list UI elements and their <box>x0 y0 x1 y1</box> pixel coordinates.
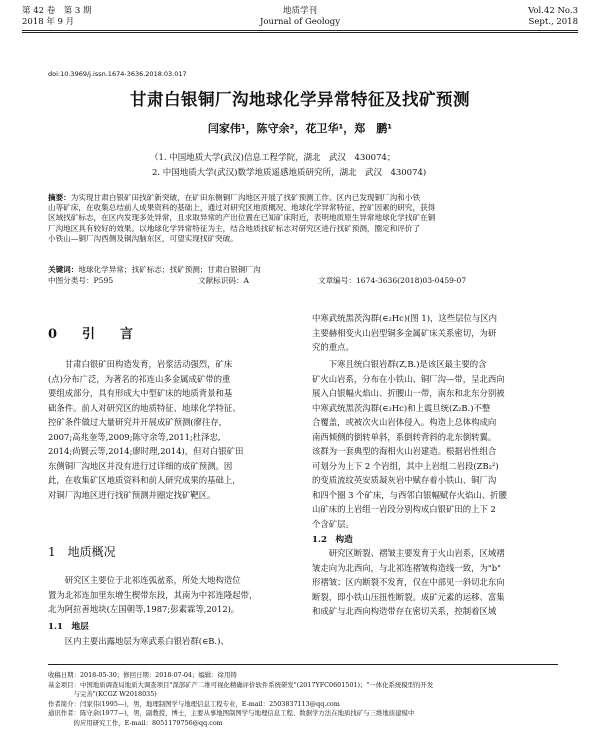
issue-date-en: Sept., 2018 <box>528 17 578 27</box>
body-line: 2007;高兆奎等,2009;陈守余等,2011;杜泽忠, <box>48 431 221 442</box>
keywords <box>48 265 554 275</box>
abstract-line: 区域找矿标志，在区内发现多处异常，且求取异常的产出位置在已知矿床附近，表明地质原生异常地球化学找矿在铜 <box>48 213 436 223</box>
document-code: 文献标识码：A <box>198 276 250 285</box>
right-column-text-b <box>312 357 564 531</box>
journal-name-en: Journal of Geology <box>259 17 340 27</box>
running-header-left <box>22 6 132 28</box>
footnote-corresponding: 通讯作者：陈守余(1977—)，男，副教授，博士，主要从事地图制图学与地理信息工程、数据学方法在地质找矿与三维地质建模中 <box>48 709 415 718</box>
body-line: 中寒武统黑茨沟群(∈₂Hc)(图 1)，这些层位与区内 <box>312 313 497 323</box>
header-rule-bottom <box>22 32 578 33</box>
body-line: 此，在收集矿区地质资料和前人研究成果的基础上， <box>48 475 241 485</box>
abstract-line: 厂沟地区具有较好的效果。以地球化学异常特征为主，结合地质找矿标志对研究区进行找矿预测，圈定和评价了 <box>48 223 421 233</box>
keywords-label: 关键词： <box>48 265 79 274</box>
keywords-text: 地球化学异常；找矿标志；找矿预测；甘肃白银铜厂沟 <box>78 265 261 274</box>
body-line: 断裂，即小铁山压扭性断裂。成矿元素的运移、富集 <box>312 591 505 602</box>
header-rule-top <box>22 30 578 31</box>
abstract-line: 小铁山—铜厂沟西侧及铜沟脑东区，可望实现找矿突破。 <box>48 233 238 243</box>
body-line: 南西倾侧的倒转单斜，系倒转背斜的北东倒转翼。 <box>312 431 497 442</box>
classification-line <box>48 276 554 286</box>
body-line: 的变质流纹英安质凝灰岩中赋存着小铁山、铜厂沟 <box>312 475 497 485</box>
body-line: 础条件。前人对研究区的地质特征、地球化学特征、 <box>48 402 241 413</box>
journal-name-cn: 地质学刊 <box>282 6 317 16</box>
volume-issue: 第 42 卷 第 3 期 <box>22 6 92 16</box>
body-line: 矿火山岩系，分布在小铁山、铜厂沟—带，呈北西向 <box>312 373 505 384</box>
footnotes <box>48 671 558 729</box>
paper-title: 甘肃白银铜厂沟地球化学异常特征及找矿预测 <box>130 90 470 109</box>
body-line: 东侧铜厂沟地区并没有进行过详细的成矿预测。因 <box>48 460 233 471</box>
body-line: 和成矿与北西向构造带存在密切关系，控制着区域 <box>312 606 497 616</box>
strata-body <box>48 634 300 649</box>
body-line: 皱走向为北西向，与北祁连褶皱构造线一致，为"b" <box>312 562 501 573</box>
body-line: 和四个圈 3 个矿床，与西邻白银幅赋存火焰山、折腰 <box>312 489 507 500</box>
footnote-received: 收稿日期：2018-05-30；修回日期：2018-07-04；编辑：徐用铸 <box>48 671 237 679</box>
footnote-corresponding-cont: 的应用研究工作，E-mail：8051179756@qq.com <box>48 718 223 727</box>
body-line: 山矿床的上岩组一岩段分别构成白银矿田的上下 2 <box>312 504 496 514</box>
running-header-right <box>468 6 578 28</box>
article-number: 文章编号：1674-3636(2018)03-0459-07 <box>318 276 467 285</box>
section-0-heading <box>48 323 300 342</box>
body-line: 控矿条件做过大量研究并开展成矿预测(廖往存, <box>48 417 222 427</box>
author-list: 闫家伟¹，陈守余²，花卫华¹，郑 鹏¹ <box>207 122 393 135</box>
body-line: 合覆盖，或被次火山岩体侵入。构造上总体构成向 <box>312 417 497 427</box>
abstract-line: 山等矿床，在收集总结前人成果资料的基础上，通过对研究区地质概况、地球化学异常特征、控矿因素的研究，获得 <box>48 203 436 213</box>
body-line: 主要赫相变火山岩型铜多金属矿床关系密切，为研 <box>312 327 497 338</box>
body-line: 要组成部分，具有形成大中型矿床的地质背景和基 <box>48 388 233 398</box>
body-line: 可划分为上下 2 个岩组，其中上岩组二岩段(ZB₂²) <box>312 460 499 471</box>
clc-number: 中图分类号：P595 <box>48 276 114 285</box>
body-line: 展入白银幅火焰山、折腰山一带，南东和北东分别被 <box>312 388 505 398</box>
volume-issue-en: Vol.42 No.3 <box>528 6 578 16</box>
body-line: 对铜厂沟地区进行找矿预测并圈定找矿靶区。 <box>48 489 216 500</box>
introduction-body <box>48 357 300 502</box>
body-line: 甘肃白银矿田构造发育，岩浆活动强烈，矿床 <box>64 359 233 369</box>
affiliation-2: 2. 中国地质大学(武汉)数学地质遥感地质研究所，湖北 武汉 430074) <box>152 168 427 178</box>
body-line: 2014;尚賢云等,2014;廖时理,2014)，但对白银矿田 <box>48 446 244 456</box>
footnote-funding-cont: 与完善"(KCGZ W2018035) <box>48 690 157 699</box>
running-header-center <box>240 6 360 28</box>
footnote-funding: 基金项目：中国地质调查局地质大调查项目"深部矿产二维可视化精确评价软件系统研发"(2017YFC0601501)；"一体化系统模型的开发 <box>48 680 434 689</box>
body-line: 中寒武统黑茨沟群(∈₂Hc)和上震旦统(Z₂B.)不整 <box>312 402 491 413</box>
body-line: 下寒且统白银岩群(Z,B.)是该区最主要的含 <box>328 359 487 369</box>
geology-body <box>48 573 300 617</box>
footnote-author: 作者简介：闫家伟(1995—)，男，地理制图学与地理信息工程专业，E-mail：2503837113@qq.com <box>48 699 340 708</box>
body-line: 究的重点。 <box>312 342 354 352</box>
subsection-1-2-heading: 1.2 构造 <box>312 535 353 545</box>
right-column-text-a <box>312 311 564 355</box>
body-line: 北为阿拉善地块(左国朝等,1987;彭素霖等,2012)。 <box>48 604 240 614</box>
subsection-1-1-heading: 1.1 地层 <box>48 622 89 632</box>
body-line: 个含矿层。 <box>312 518 354 529</box>
abstract <box>48 193 554 244</box>
affiliation-1: （1. 中国地质大学(武汉)信息工程学院，湖北 武汉 430074； <box>150 153 396 163</box>
heading-text: 0 引 言 <box>48 327 140 342</box>
abstract-line: 为实现甘肃白银矿田找矿新突破，在矿田东侧铜厂沟地区开展了找矿预测工作。区内已发现铜厂沟和小铁 <box>70 193 421 202</box>
abstract-label: 摘要： <box>48 193 71 202</box>
issue-date: 2018 年 9 月 <box>22 17 75 27</box>
right-column-text-c <box>312 546 564 619</box>
body-line: (点)分布广泛，为著名的祁连山多金属成矿带的重 <box>48 373 231 384</box>
footnote-rule <box>48 664 558 665</box>
section-1-heading: 1 地质概况 <box>48 545 116 559</box>
body-line: 置为北祁连加里东增生楔带东段，其南为中祁连隆起带， <box>48 589 258 600</box>
body-line: 研究区主要位于北祁连弧盆系，所处大地构造位 <box>64 575 241 585</box>
body-line: 形褶皱；区内断裂不发育，仅在中部见一斜切北东向 <box>312 577 505 587</box>
body-line: 区内主要出露地层为寒武系白银岩群(∈B.)、 <box>64 636 229 646</box>
body-line: 研究区断裂、褶皱主要发育于火山岩系，区域褶 <box>328 548 505 558</box>
doi: doi:10.3969/j.issn.1674-3636.2018.03.017 <box>48 70 187 78</box>
body-line: 该群为一套典型的海相火山岩建造。根据岩性组合 <box>312 446 497 456</box>
